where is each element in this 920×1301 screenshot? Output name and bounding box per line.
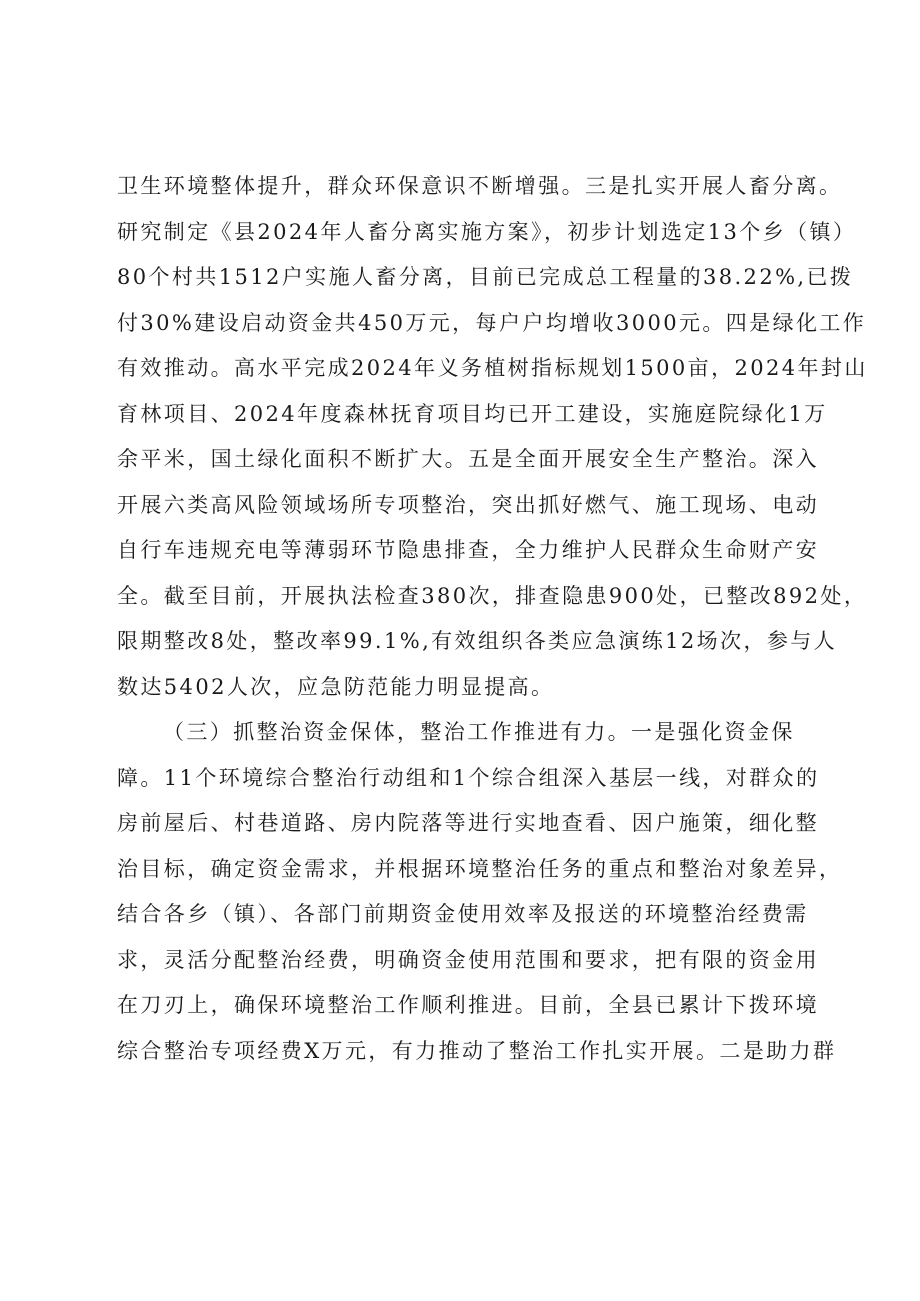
text-line: 80个村共1512户实施人畜分离，目前已完成总工程量的38.22%,已拨 [117,265,854,289]
text-line: 卫生环境整体提升，群众环保意识不断增强。三是扎实开展人畜分离。 [117,174,843,198]
text-line: 在刀刃上，确保环境整治工作顺利推进。目前，全县已累计下拨环境 [117,993,819,1017]
text-line: 房前屋后、村巷道路、房内院落等进行实地查看、因户施策，细化整 [117,811,819,835]
text-line: 余平米，国土绿化面积不断扩大。五是全面开展安全生产整治。深入 [117,447,819,471]
text-line: 数达5402人次，应急防范能力明显提高。 [117,674,555,699]
text-line: 付30%建设启动资金共450万元，每户户均增收3000元。四是绿化工作 [117,310,867,335]
text-line: 障。11个环境综合整治行动组和1个综合组深入基层一线，对群众的 [117,765,820,790]
text-line: 限期整改8处，整改率99.1%,有效组织各类应急演练12场次，参与人 [117,629,838,653]
text-line: 综合整治专项经费X万元，有力推动了整治工作扎实开展。二是助力群 [117,1038,837,1063]
body-text [117,164,868,1074]
text-line: 全。截至目前，开展执法检查380次，排查隐患900处，已整改892处， [117,583,868,608]
text-line: 自行车违规充电等薄弱环节隐患排查，全力维护人民群众生命财产安 [117,538,819,562]
text-line: 开展六类高风险领域场所专项整治，突出抓好燃气、施工现场、电动 [117,492,819,517]
text-line: 求，灵活分配整治经费，明确资金使用范围和要求，把有限的资金用 [117,947,819,972]
text-line: 有效推动。高水平完成2024年义务植树指标规划1500亩，2024年封山 [117,356,868,380]
text-line: 研究制定《县2024年人畜分离实施方案》，初步计划选定13个乡（镇） [117,219,857,244]
text-line: 结合各乡（镇）、各部门前期资金使用效率及报送的环境整治经费需 [117,902,809,926]
section-heading-line: （三）抓整治资金保体，整治工作推进有力。一是强化资金保 [163,720,795,744]
text-line: 育林项目、2024年度森林抚育项目均已开工建设，实施庭院绿化1万 [117,401,828,426]
text-line: 治目标，确定资金需求，并根据环境整治任务的重点和整治对象差异， [117,856,843,881]
